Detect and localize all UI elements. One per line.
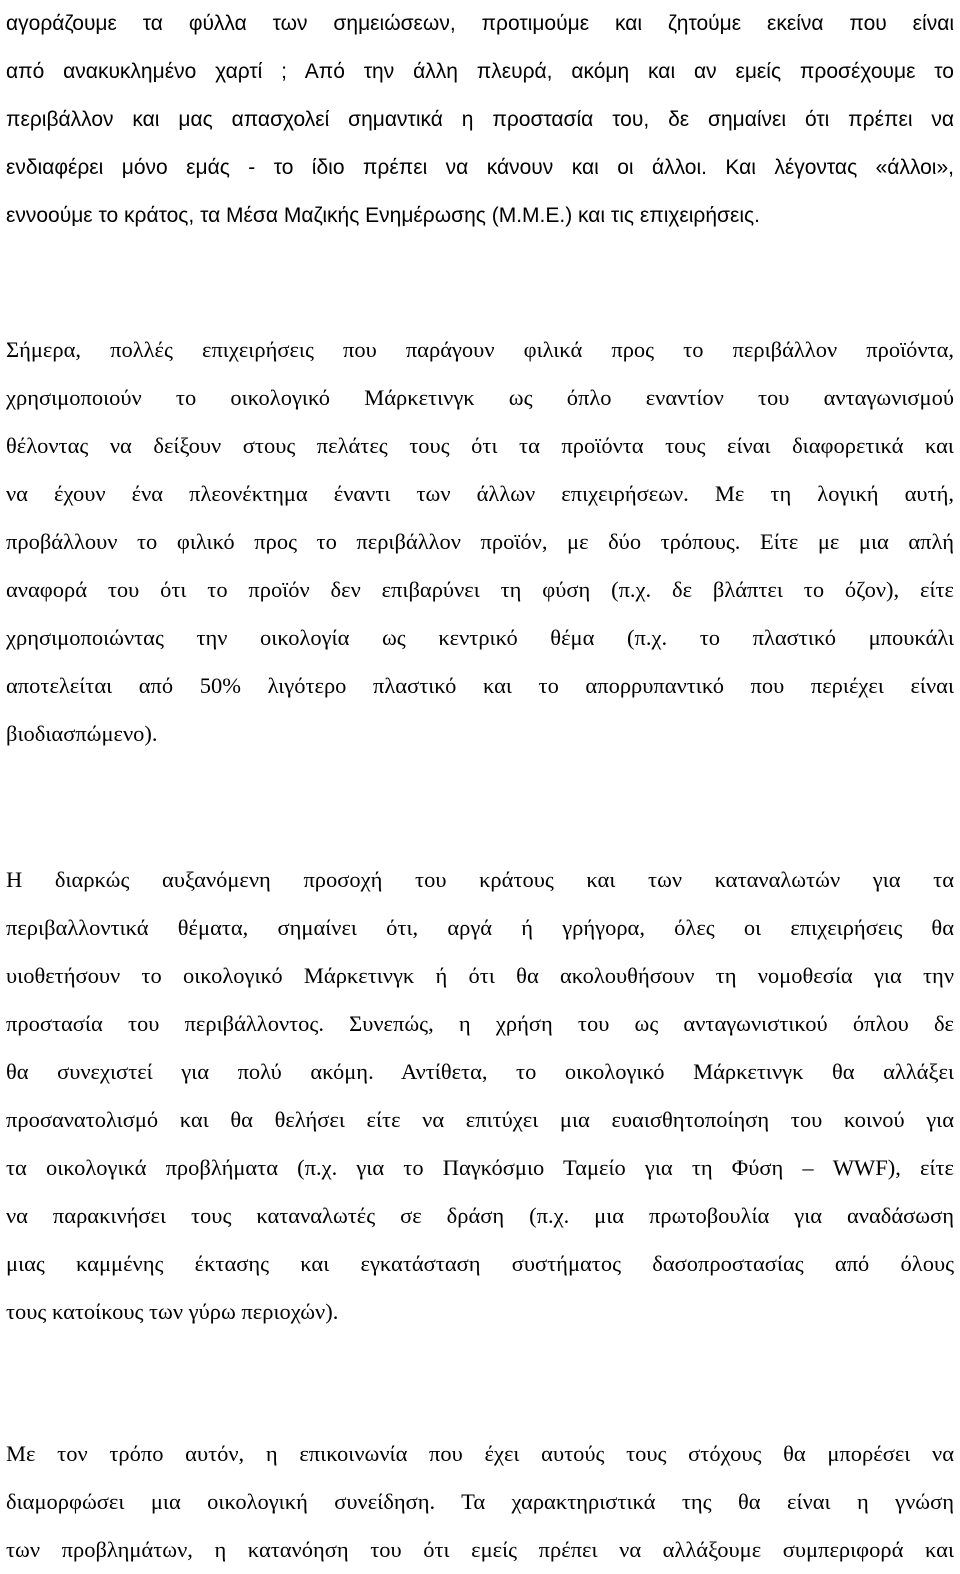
text-line: από ανακυκλημένο χαρτί ; Από την άλλη πλευρά, ακόμη και αν εμείς προσέχουμε το [6,60,954,83]
text-line: μιας καμμένης έκτασης και εγκατάσταση συστήματος δασοπροστασίας από όλους [6,1251,954,1276]
text-line: περιβάλλον και μας απασχολεί σημαντικά η προστασία του, δε σημαίνει ότι πρέπει να [6,108,954,131]
text-line: να έχουν ένα πλεονέκτημα έναντι των άλλων επιχειρήσεων. Με τη λογική αυτή, [6,481,954,506]
text-line: αποτελείται από 50% λιγότερο πλαστικό και το απορρυπαντικό που περιέχει είναι [6,673,954,698]
text-line: χρησιμοποιώντας την οικολογία ως κεντρικό θέμα (π.χ. το πλαστικό μπουκάλι [6,625,954,650]
text-line: τα οικολογικά προβλήματα (π.χ. για το Παγκόσμιο Ταμείο για τη Φύση – WWF), είτε [6,1155,954,1180]
text-line: αγοράζουμε τα φύλλα των σημειώσεων, προτιμούμε και ζητούμε εκείνα που είναι [6,12,954,35]
text-line: περιβαλλοντικά θέματα, σημαίνει ότι, αργά ή γρήγορα, όλες οι επιχειρήσεις θα [6,915,954,940]
paragraph-eco-marketing-competition [6,326,954,758]
text-line: υιοθετήσουν το οικολογικό Μάρκετινγκ ή ότι θα ακολουθήσουν τη νομοθεσία για την [6,963,954,988]
text-line: θα συνεχιστεί για πολύ ακόμη. Αντίθετα, το οικολογικό Μάρκετινγκ θα αλλάξει [6,1059,954,1084]
text-line: αναφορά του ότι το προϊόν δεν επιβαρύνει τη φύση (π.χ. δε βλάπτει το όζον), είτε [6,577,954,602]
text-line: βιοδιασπώμενο). [6,721,158,746]
paragraph-ecological-conscience [6,1430,954,1574]
text-line: Με τον τρόπο αυτόν, η επικοινωνία που έχει αυτούς τους στόχους θα μπορέσει να [6,1441,954,1466]
text-line: προστασία του περιβάλλοντος. Συνεπώς, η χρήση του ως ανταγωνιστικού όπλου δε [6,1011,954,1036]
text-line: να παρακινήσει τους καταναλωτές σε δράση (π.χ. μια πρωτοβουλία για αναδάσωση [6,1203,954,1228]
text-line: Η διαρκώς αυξανόμενη προσοχή του κράτους και των καταναλωτών για τα [6,867,954,892]
text-line: εννοούμε το κράτος, τα Μέσα Μαζικής Ενημέρωσης (Μ.Μ.Ε.) και τις επιχειρήσεις. [6,204,760,227]
text-line: των προβλημάτων, η κατανόηση του ότι εμείς πρέπει να αλλάξουμε συμπεριφορά και [6,1537,954,1562]
text-line: προβάλλουν το φιλικό προς το περιβάλλον προϊόν, με δύο τρόπους. Είτε με μια απλή [6,529,954,554]
text-line: θέλοντας να δείξουν στους πελάτες τους ότι τα προϊόντα τους είναι διαφορετικά και [6,433,954,458]
text-line: διαμορφώσει μια οικολογική συνείδηση. Τα χαρακτηριστικά της θα είναι η γνώση [6,1489,954,1514]
text-line: Σήμερα, πολλές επιχειρήσεις που παράγουν φιλικά προς το περιβάλλον προϊόντα, [6,337,954,362]
paragraph-growing-attention [6,856,954,1336]
text-line: χρησιμοποιούν το οικολογικό Μάρκετινγκ ως όπλο εναντίον του ανταγωνισμού [6,385,954,410]
paragraph-recycled-paper [6,0,954,240]
text-line: ενδιαφέρει μόνο εμάς - το ίδιο πρέπει να κάνουν και οι άλλοι. Και λέγοντας «άλλοι», [6,156,954,179]
text-line: προσανατολισμό και θα θελήσει είτε να επιτύχει μια ευαισθητοποίηση του κοινού για [6,1107,954,1132]
text-line: τους κατοίκους των γύρω περιοχών). [6,1299,339,1324]
